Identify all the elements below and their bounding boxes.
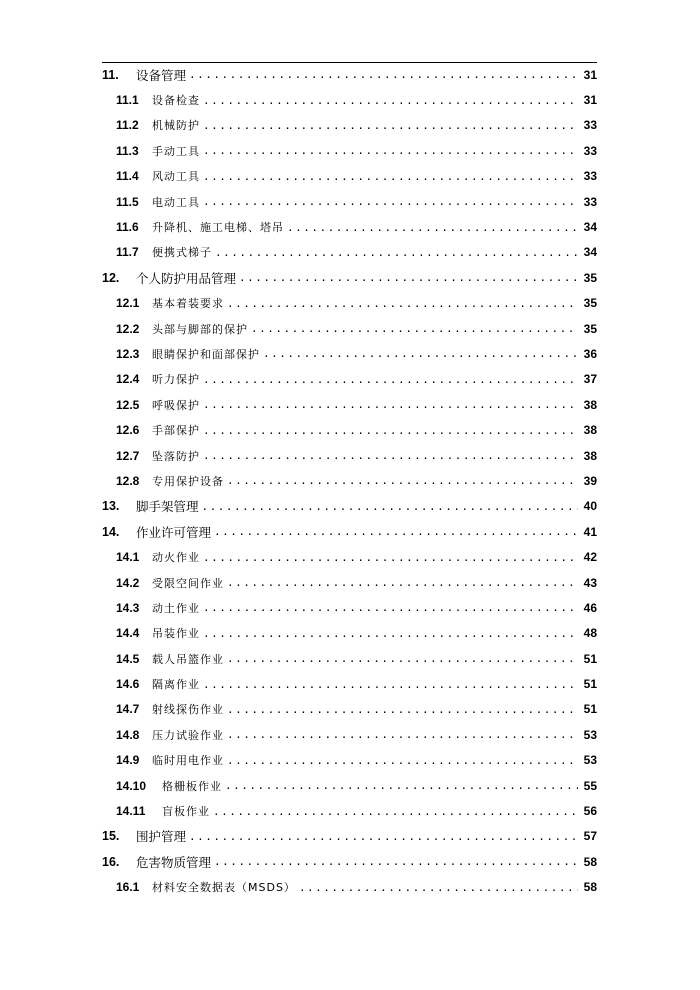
toc-dot-leader	[203, 119, 578, 132]
toc-entry-title: 格栅板作业	[162, 779, 222, 793]
toc-entry-page: 31	[583, 93, 597, 108]
toc-entry-page: 37	[583, 372, 597, 387]
toc-dot-leader	[189, 68, 578, 81]
toc-entry-page: 36	[583, 346, 597, 361]
toc-entry-number: 14.10	[116, 778, 147, 793]
toc-entry[interactable]	[102, 468, 597, 493]
toc-entry-number: 11.2	[116, 118, 139, 133]
toc-entry[interactable]	[102, 392, 597, 417]
toc-entry-title: 设备检查	[152, 94, 200, 108]
toc-entry-title: 射线探伤作业	[152, 703, 224, 717]
toc-entry-page: 41	[583, 524, 597, 539]
toc-entry-page: 48	[583, 626, 597, 641]
toc-dot-leader	[203, 94, 578, 107]
toc-entry-number: 14.11	[116, 804, 146, 819]
toc-entry-title: 动火作业	[152, 551, 200, 565]
toc-entry[interactable]	[102, 189, 597, 214]
toc-entry-number: 14.8	[116, 727, 140, 742]
toc-entry[interactable]	[102, 519, 597, 544]
toc-dot-leader	[299, 881, 578, 894]
toc-dot-leader	[203, 195, 578, 208]
toc-entry-number: 14.5	[116, 651, 140, 666]
toc-entry[interactable]	[102, 570, 597, 595]
toc-entry-page: 42	[583, 550, 597, 565]
toc-entry[interactable]	[102, 316, 597, 341]
toc-dot-leader	[203, 170, 578, 183]
toc-entry[interactable]	[102, 595, 597, 620]
toc-entry[interactable]	[102, 62, 597, 87]
toc-entry[interactable]	[102, 697, 597, 722]
toc-entry[interactable]	[102, 341, 597, 366]
toc-entry[interactable]	[102, 87, 597, 112]
toc-dot-leader	[203, 398, 578, 411]
toc-entry-number: 12.6	[116, 423, 140, 438]
toc-entry[interactable]	[102, 621, 597, 646]
toc-entry-page: 38	[583, 423, 597, 438]
toc-dot-leader	[203, 449, 578, 462]
toc-entry-title: 头部与脚部的保护	[152, 322, 248, 336]
toc-entry-page: 34	[583, 220, 597, 235]
toc-dot-leader	[227, 728, 578, 741]
toc-entry-title: 手部保护	[152, 424, 200, 438]
toc-entry-page: 53	[583, 753, 597, 768]
toc-entry[interactable]	[102, 138, 597, 163]
toc-dot-leader	[189, 830, 578, 843]
toc-entry[interactable]	[102, 722, 597, 747]
toc-dot-leader	[263, 347, 578, 360]
toc-entry[interactable]	[102, 875, 597, 900]
toc-dot-leader	[203, 373, 578, 386]
toc-entry-title: 设备管理	[136, 67, 187, 83]
toc-entry[interactable]	[102, 113, 597, 138]
toc-entry-page: 53	[583, 727, 597, 742]
toc-entry-title: 脚手架管理	[136, 499, 199, 515]
toc-dot-leader	[227, 652, 578, 665]
toc-entry-title: 电动工具	[152, 195, 200, 209]
toc-entry-number: 14.3	[116, 600, 140, 615]
toc-entry-page: 39	[583, 473, 597, 488]
toc-entry[interactable]	[102, 240, 597, 265]
toc-entry-page: 38	[583, 397, 597, 412]
toc-entry[interactable]	[102, 773, 597, 798]
toc-entry[interactable]	[102, 824, 597, 849]
toc-entry-page: 35	[583, 321, 597, 336]
toc-entry-number: 14.	[102, 524, 120, 539]
toc-entry[interactable]	[102, 443, 597, 468]
toc-dot-leader	[213, 805, 578, 818]
toc-dot-leader	[227, 576, 578, 589]
toc-entry-title: 动土作业	[152, 601, 200, 615]
toc-entry-number: 11.4	[116, 169, 139, 184]
toc-entry-page: 55	[583, 778, 597, 793]
toc-entry-title: 眼睛保护和面部保护	[152, 347, 260, 361]
toc-entry-title: 手动工具	[152, 144, 200, 158]
toc-entry-page: 51	[583, 702, 597, 717]
toc-dot-leader	[239, 271, 578, 284]
toc-entry[interactable]	[102, 417, 597, 442]
toc-entry-title: 风动工具	[152, 170, 200, 184]
toc-entry-title: 压力试验作业	[152, 728, 224, 742]
toc-entry-number: 11.7	[116, 245, 139, 260]
toc-entry-title: 机械防护	[152, 119, 200, 133]
toc-entry-title: 听力保护	[152, 373, 200, 387]
toc-entry-number: 12.3	[116, 346, 140, 361]
toc-entry-page: 38	[583, 448, 597, 463]
toc-entry-title: 个人防护用品管理	[136, 270, 237, 286]
toc-entry-number: 14.6	[116, 677, 140, 692]
toc-dot-leader	[214, 525, 578, 538]
toc-entry-title: 坠落防护	[152, 449, 200, 463]
toc-entry[interactable]	[102, 214, 597, 239]
toc-entry-number: 14.2	[116, 575, 140, 590]
toc-entry-number: 13.	[102, 499, 120, 514]
toc-entry[interactable]	[102, 748, 597, 773]
toc-entry-number: 12.1	[116, 296, 140, 311]
toc-entry[interactable]	[102, 849, 597, 874]
toc-entry-title: 专用保护设备	[152, 474, 224, 488]
toc-entry[interactable]	[102, 291, 597, 316]
table-of-contents	[102, 62, 597, 900]
toc-entry-title: 围护管理	[136, 829, 187, 845]
toc-entry-page: 34	[583, 245, 597, 260]
toc-entry-page: 33	[583, 194, 597, 209]
toc-entry-title: 隔离作业	[152, 678, 200, 692]
toc-entry-number: 12.7	[116, 448, 140, 463]
toc-entry-title: 吊装作业	[152, 627, 200, 641]
toc-entry-page: 51	[583, 651, 597, 666]
toc-entry-page: 58	[583, 854, 597, 869]
toc-entry-page: 35	[583, 270, 597, 285]
toc-entry-title: 盲板作业	[162, 805, 210, 819]
toc-entry-number: 11.5	[116, 194, 139, 209]
toc-entry[interactable]	[102, 646, 597, 671]
toc-dot-leader	[203, 627, 578, 640]
toc-entry-page: 40	[583, 499, 597, 514]
toc-entry-number: 14.7	[116, 702, 140, 717]
toc-dot-leader	[287, 221, 578, 234]
toc-dot-leader	[227, 754, 578, 767]
toc-entry-number: 12.2	[116, 321, 140, 336]
toc-entry-number: 11.1	[116, 93, 139, 108]
toc-dot-leader	[215, 246, 578, 259]
toc-dot-leader	[202, 500, 578, 513]
toc-entry-title: 临时用电作业	[152, 754, 224, 768]
toc-entry-title: 基本着装要求	[152, 297, 224, 311]
toc-entry[interactable]	[102, 671, 597, 696]
toc-dot-leader	[227, 297, 578, 310]
toc-dot-leader	[251, 322, 578, 335]
toc-entry-number: 12.5	[116, 397, 140, 412]
toc-dot-leader	[203, 144, 578, 157]
toc-entry[interactable]	[102, 367, 597, 392]
toc-entry-page: 33	[583, 118, 597, 133]
toc-entry-page: 43	[583, 575, 597, 590]
toc-dot-leader	[203, 551, 578, 564]
toc-entry[interactable]	[102, 164, 597, 189]
toc-entry-number: 14.9	[116, 753, 140, 768]
toc-entry[interactable]	[102, 265, 597, 290]
toc-entry-number: 11.	[102, 67, 119, 82]
toc-entry-number: 12.8	[116, 473, 140, 488]
toc-entry[interactable]	[102, 494, 597, 519]
toc-entry-page: 58	[583, 880, 597, 895]
toc-entry-number: 14.1	[116, 550, 140, 565]
toc-entry-page: 46	[583, 600, 597, 615]
toc-entry-page: 56	[583, 804, 597, 819]
toc-dot-leader	[227, 703, 578, 716]
toc-entry-number: 16.1	[116, 880, 140, 895]
toc-entry-number: 12.	[102, 270, 120, 285]
toc-entry-title: 呼吸保护	[152, 398, 200, 412]
toc-entry-number: 12.4	[116, 372, 140, 387]
toc-entry-page: 33	[583, 169, 597, 184]
toc-entry-number: 11.6	[116, 220, 139, 235]
toc-entry-title: 受限空间作业	[152, 576, 224, 590]
toc-dot-leader	[203, 601, 578, 614]
toc-entry-title: 作业许可管理	[136, 524, 212, 540]
toc-dot-leader	[225, 779, 578, 792]
toc-entry-page: 57	[583, 829, 597, 844]
toc-entry-number: 15.	[102, 829, 120, 844]
toc-entry-page: 35	[583, 296, 597, 311]
toc-entry-page: 31	[583, 67, 597, 82]
toc-entry-title: 便携式梯子	[152, 246, 212, 260]
toc-entry-number: 14.4	[116, 626, 140, 641]
toc-dot-leader	[203, 424, 578, 437]
toc-entry-title: 升降机、施工电梯、塔吊	[152, 221, 284, 235]
toc-entry-number: 16.	[102, 854, 120, 869]
toc-entry[interactable]	[102, 798, 597, 823]
toc-entry-title: 载人吊篮作业	[152, 652, 224, 666]
toc-entry-page: 51	[583, 677, 597, 692]
toc-entry[interactable]	[102, 544, 597, 569]
toc-dot-leader	[227, 474, 578, 487]
toc-entry-title: 材料安全数据表（MSDS）	[152, 881, 296, 895]
toc-entry-number: 11.3	[116, 143, 139, 158]
toc-entry-title: 危害物质管理	[136, 854, 212, 870]
toc-entry-page: 33	[583, 143, 597, 158]
toc-dot-leader	[214, 855, 578, 868]
toc-dot-leader	[203, 678, 578, 691]
